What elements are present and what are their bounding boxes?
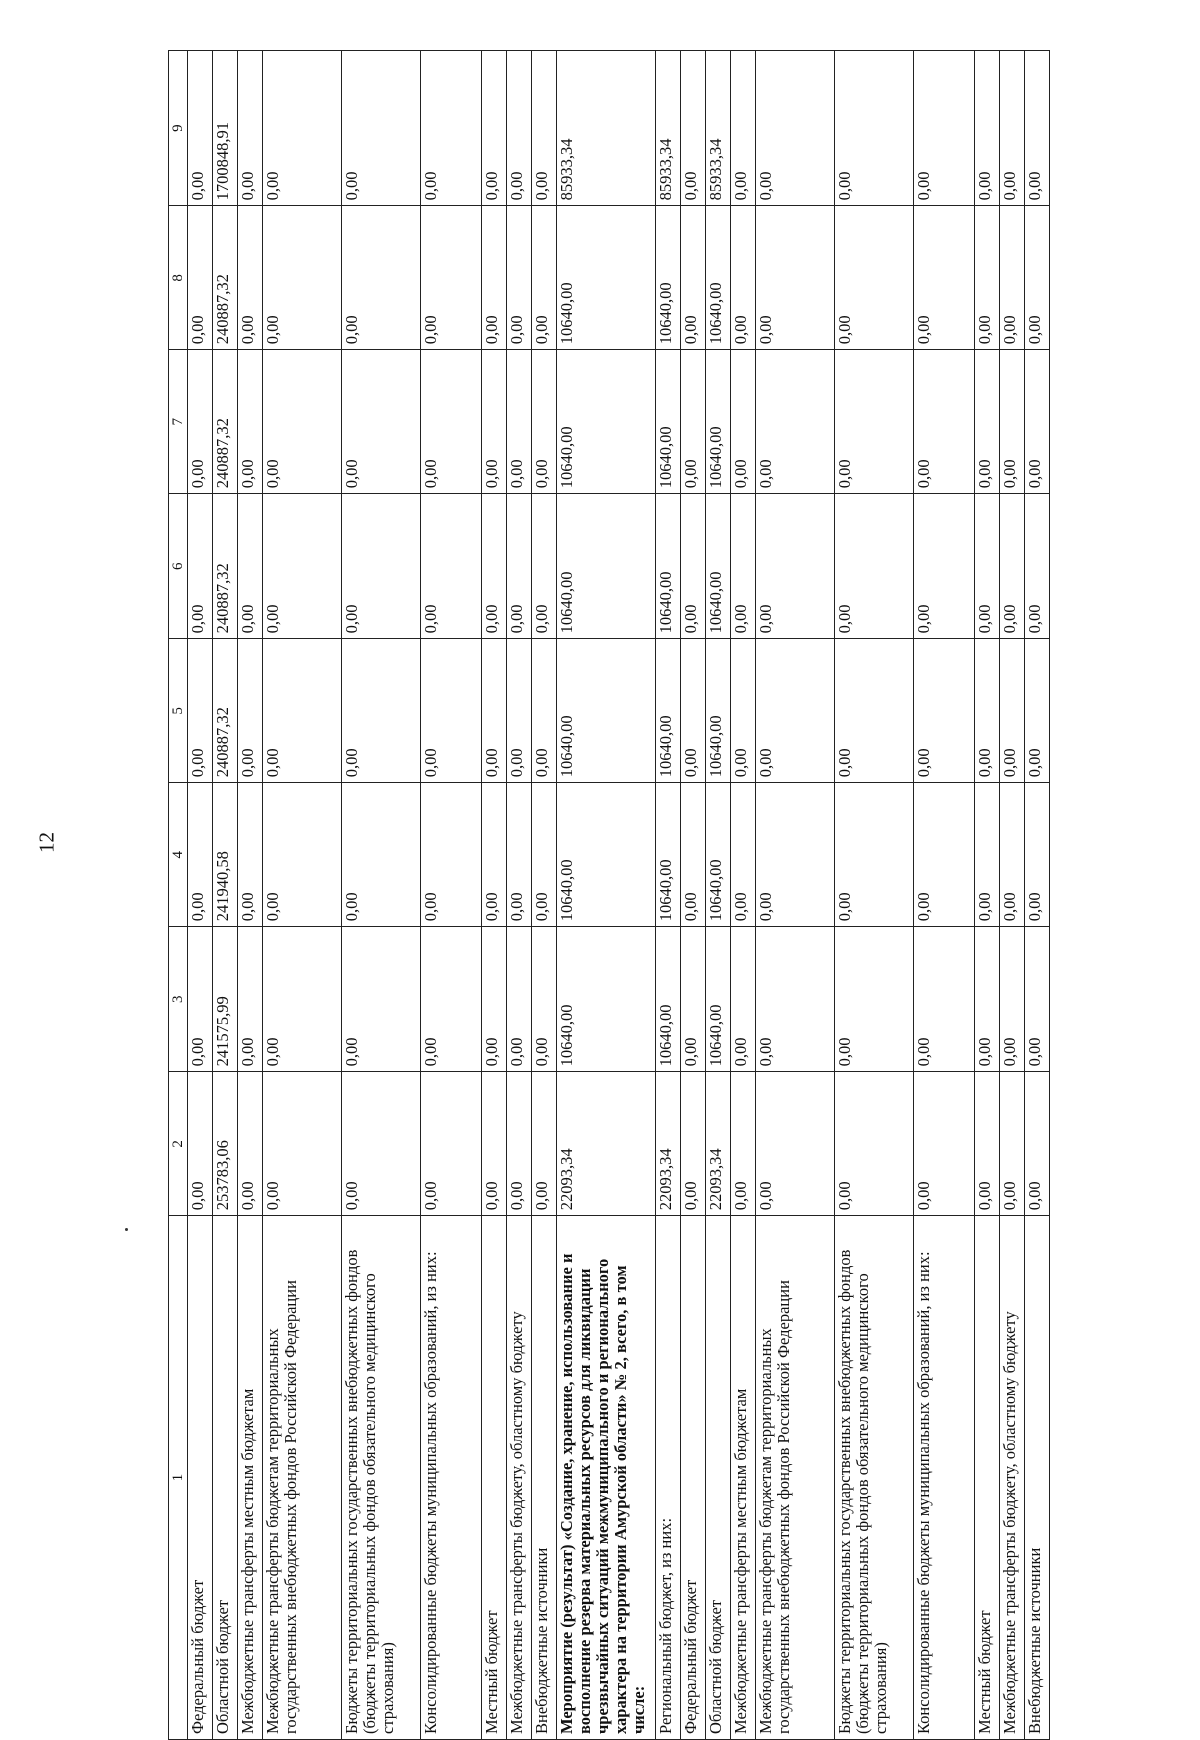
value-cell: 0,00 — [835, 206, 914, 350]
value-cell: 10640,00 — [557, 639, 656, 783]
value-cell: 10640,00 — [706, 783, 731, 927]
value-cell: 0,00 — [482, 783, 507, 927]
table-row — [681, 51, 706, 1740]
value-cell: 0,00 — [914, 639, 975, 783]
value-cell: 0,00 — [1025, 206, 1050, 350]
value-cell: 0,00 — [1000, 639, 1025, 783]
table-row — [835, 51, 914, 1740]
value-cell: 10640,00 — [557, 350, 656, 494]
table-row — [342, 51, 421, 1740]
value-cell: 10640,00 — [557, 206, 656, 350]
value-cell: 0,00 — [1000, 927, 1025, 1072]
value-cell: 0,00 — [681, 639, 706, 783]
value-cell: 0,00 — [532, 783, 557, 927]
value-cell: 0,00 — [342, 51, 421, 206]
value-cell: 0,00 — [1000, 1072, 1025, 1216]
value-cell: 0,00 — [731, 1072, 756, 1216]
value-cell: 10640,00 — [656, 206, 681, 350]
value-cell: 0,00 — [914, 927, 975, 1072]
value-cell: 10640,00 — [706, 206, 731, 350]
column-number-header: 1 — [169, 1216, 188, 1740]
value-cell: 0,00 — [507, 927, 532, 1072]
row-label: Бюджеты территориальных государственных внебюджетных фондов (бюджеты территориальных фондов обязательного медицинского страхования) — [342, 1216, 421, 1740]
value-cell: 0,00 — [835, 350, 914, 494]
value-cell: 0,00 — [1000, 350, 1025, 494]
value-cell: 0,00 — [756, 494, 835, 639]
value-cell: 0,00 — [731, 51, 756, 206]
value-cell: 0,00 — [238, 350, 263, 494]
value-cell: 0,00 — [731, 206, 756, 350]
value-cell: 0,00 — [342, 350, 421, 494]
value-cell: 0,00 — [421, 1072, 482, 1216]
row-label: Региональный бюджет, из них: — [656, 1216, 681, 1740]
value-cell: 0,00 — [482, 494, 507, 639]
value-cell: 0,00 — [731, 494, 756, 639]
column-number-header: 4 — [169, 783, 188, 927]
table-body — [169, 51, 1050, 1740]
value-cell: 0,00 — [914, 350, 975, 494]
row-label: Мероприятие (результат) «Создание, хранение, использование и восполнение резерва материальных ресурсов для ликвидации чрезвычайных ситуаций межмуниципального и регионального характера на территории Амурской области» № 2, всего, в том числе: — [557, 1216, 656, 1740]
row-label: Межбюджетные трансферты бюджету, областному бюджету — [507, 1216, 532, 1740]
table-row — [656, 51, 681, 1740]
value-cell: 10640,00 — [656, 927, 681, 1072]
table-row — [975, 51, 1000, 1740]
stray-dot — [125, 1228, 128, 1231]
page-number: 12 — [34, 832, 59, 853]
column-number-header: 5 — [169, 639, 188, 783]
value-cell: 0,00 — [1025, 639, 1050, 783]
row-label: Местный бюджет — [975, 1216, 1000, 1740]
value-cell: 0,00 — [1000, 51, 1025, 206]
value-cell: 85933,34 — [656, 51, 681, 206]
value-cell: 0,00 — [756, 639, 835, 783]
value-cell: 0,00 — [263, 783, 342, 927]
value-cell: 0,00 — [681, 783, 706, 927]
table-row — [421, 51, 482, 1740]
value-cell: 0,00 — [681, 51, 706, 206]
row-label: Межбюджетные трансферты бюджетам территориальных государственных внебюджетных фондов Российской Федерации — [263, 1216, 342, 1740]
rotated-table-frame — [168, 50, 1080, 1740]
value-cell: 0,00 — [975, 927, 1000, 1072]
value-cell: 0,00 — [238, 494, 263, 639]
value-cell: 10640,00 — [656, 350, 681, 494]
value-cell: 0,00 — [731, 927, 756, 1072]
value-cell: 0,00 — [238, 51, 263, 206]
value-cell: 253783,06 — [213, 1072, 238, 1216]
value-cell: 0,00 — [482, 206, 507, 350]
value-cell: 0,00 — [238, 639, 263, 783]
value-cell: 0,00 — [914, 206, 975, 350]
value-cell: 0,00 — [263, 51, 342, 206]
value-cell: 85933,34 — [706, 51, 731, 206]
value-cell: 10640,00 — [706, 927, 731, 1072]
value-cell: 0,00 — [188, 1072, 213, 1216]
value-cell: 0,00 — [421, 51, 482, 206]
value-cell: 0,00 — [975, 350, 1000, 494]
value-cell: 0,00 — [1025, 1072, 1050, 1216]
row-label: Федеральный бюджет — [188, 1216, 213, 1740]
row-label: Межбюджетные трансферты бюджету, областному бюджету — [1000, 1216, 1025, 1740]
value-cell: 0,00 — [238, 927, 263, 1072]
value-cell: 0,00 — [681, 1072, 706, 1216]
value-cell: 0,00 — [681, 494, 706, 639]
value-cell: 0,00 — [263, 350, 342, 494]
table-row — [731, 51, 756, 1740]
value-cell: 0,00 — [532, 350, 557, 494]
value-cell: 0,00 — [532, 1072, 557, 1216]
value-cell: 0,00 — [342, 206, 421, 350]
value-cell: 0,00 — [507, 350, 532, 494]
row-label: Консолидированные бюджеты муниципальных образований, из них: — [421, 1216, 482, 1740]
table-row — [188, 51, 213, 1740]
value-cell: 0,00 — [835, 783, 914, 927]
row-label: Внебюджетные источники — [1025, 1216, 1050, 1740]
value-cell: 0,00 — [835, 1072, 914, 1216]
value-cell: 0,00 — [681, 206, 706, 350]
value-cell: 0,00 — [188, 639, 213, 783]
value-cell: 0,00 — [238, 783, 263, 927]
value-cell: 0,00 — [238, 1072, 263, 1216]
value-cell: 0,00 — [731, 350, 756, 494]
value-cell: 0,00 — [975, 639, 1000, 783]
value-cell: 241575,99 — [213, 927, 238, 1072]
value-cell: 10640,00 — [656, 639, 681, 783]
value-cell: 0,00 — [975, 494, 1000, 639]
table-row — [1000, 51, 1025, 1740]
row-label: Консолидированные бюджеты муниципальных образований, из них: — [914, 1216, 975, 1740]
value-cell: 0,00 — [342, 494, 421, 639]
value-cell: 0,00 — [263, 639, 342, 783]
value-cell: 10640,00 — [706, 494, 731, 639]
column-number-header: 8 — [169, 206, 188, 350]
row-label: Местный бюджет — [482, 1216, 507, 1740]
value-cell: 0,00 — [1000, 783, 1025, 927]
value-cell: 22093,34 — [706, 1072, 731, 1216]
value-cell: 0,00 — [421, 783, 482, 927]
value-cell: 0,00 — [756, 51, 835, 206]
value-cell: 0,00 — [342, 1072, 421, 1216]
value-cell: 0,00 — [914, 494, 975, 639]
value-cell: 10640,00 — [557, 927, 656, 1072]
value-cell: 0,00 — [532, 206, 557, 350]
value-cell: 0,00 — [835, 51, 914, 206]
value-cell: 0,00 — [731, 639, 756, 783]
value-cell: 0,00 — [421, 206, 482, 350]
table-row — [914, 51, 975, 1740]
value-cell: 0,00 — [1000, 494, 1025, 639]
value-cell: 240887,32 — [213, 206, 238, 350]
value-cell: 240887,32 — [213, 350, 238, 494]
value-cell: 0,00 — [532, 639, 557, 783]
value-cell: 0,00 — [914, 783, 975, 927]
row-label: Областной бюджет — [706, 1216, 731, 1740]
value-cell: 0,00 — [507, 494, 532, 639]
value-cell: 0,00 — [263, 494, 342, 639]
value-cell: 0,00 — [1025, 494, 1050, 639]
value-cell: 1700848,91 — [213, 51, 238, 206]
value-cell: 0,00 — [482, 927, 507, 1072]
value-cell: 10640,00 — [706, 639, 731, 783]
value-cell: 0,00 — [238, 206, 263, 350]
value-cell: 0,00 — [756, 206, 835, 350]
table-row — [482, 51, 507, 1740]
column-number-header: 2 — [169, 1072, 188, 1216]
value-cell: 0,00 — [975, 206, 1000, 350]
value-cell: 0,00 — [914, 51, 975, 206]
value-cell: 0,00 — [188, 927, 213, 1072]
value-cell: 0,00 — [835, 639, 914, 783]
value-cell: 0,00 — [1025, 51, 1050, 206]
value-cell: 0,00 — [482, 639, 507, 783]
value-cell: 0,00 — [914, 1072, 975, 1216]
column-number-header: 7 — [169, 350, 188, 494]
table-row — [1025, 51, 1050, 1740]
value-cell: 0,00 — [421, 639, 482, 783]
table-row — [706, 51, 731, 1740]
value-cell: 0,00 — [756, 1072, 835, 1216]
value-cell: 0,00 — [507, 51, 532, 206]
column-number-header: 3 — [169, 927, 188, 1072]
value-cell: 0,00 — [188, 206, 213, 350]
value-cell: 0,00 — [507, 639, 532, 783]
value-cell: 0,00 — [342, 927, 421, 1072]
value-cell: 0,00 — [1000, 206, 1025, 350]
value-cell: 0,00 — [532, 51, 557, 206]
value-cell: 0,00 — [756, 927, 835, 1072]
value-cell: 241940,58 — [213, 783, 238, 927]
row-label: Бюджеты территориальных государственных внебюджетных фондов (бюджеты территориальных фондов обязательного медицинского страхования) — [835, 1216, 914, 1740]
value-cell: 0,00 — [482, 51, 507, 206]
table-header-row — [169, 51, 188, 1740]
row-label: Межбюджетные трансферты бюджетам территориальных государственных внебюджетных фондов Российской Федерации — [756, 1216, 835, 1740]
value-cell: 0,00 — [975, 1072, 1000, 1216]
value-cell: 0,00 — [188, 350, 213, 494]
value-cell: 0,00 — [1025, 350, 1050, 494]
row-label: Межбюджетные трансферты местным бюджетам — [238, 1216, 263, 1740]
column-number-header: 9 — [169, 51, 188, 206]
value-cell: 0,00 — [756, 783, 835, 927]
value-cell: 0,00 — [835, 494, 914, 639]
value-cell: 0,00 — [507, 783, 532, 927]
value-cell: 0,00 — [681, 350, 706, 494]
value-cell: 0,00 — [731, 783, 756, 927]
value-cell: 0,00 — [681, 927, 706, 1072]
value-cell: 85933,34 — [557, 51, 656, 206]
value-cell: 0,00 — [507, 1072, 532, 1216]
value-cell: 10640,00 — [656, 783, 681, 927]
value-cell: 0,00 — [756, 350, 835, 494]
value-cell: 0,00 — [482, 350, 507, 494]
value-cell: 0,00 — [263, 927, 342, 1072]
value-cell: 0,00 — [507, 206, 532, 350]
value-cell: 0,00 — [1025, 927, 1050, 1072]
value-cell: 0,00 — [188, 783, 213, 927]
value-cell: 0,00 — [532, 494, 557, 639]
table-row — [263, 51, 342, 1740]
table-row — [213, 51, 238, 1740]
row-label: Областной бюджет — [213, 1216, 238, 1740]
table-row — [507, 51, 532, 1740]
value-cell: 0,00 — [975, 51, 1000, 206]
value-cell: 0,00 — [532, 927, 557, 1072]
value-cell: 0,00 — [263, 1072, 342, 1216]
table-row — [238, 51, 263, 1740]
row-label: Межбюджетные трансферты местным бюджетам — [731, 1216, 756, 1740]
table-row — [532, 51, 557, 1740]
table-row — [756, 51, 835, 1740]
value-cell: 10640,00 — [656, 494, 681, 639]
value-cell: 22093,34 — [557, 1072, 656, 1216]
value-cell: 0,00 — [975, 783, 1000, 927]
value-cell: 0,00 — [421, 494, 482, 639]
row-label: Федеральный бюджет — [681, 1216, 706, 1740]
value-cell: 0,00 — [263, 206, 342, 350]
value-cell: 22093,34 — [656, 1072, 681, 1216]
value-cell: 10640,00 — [557, 494, 656, 639]
value-cell: 0,00 — [342, 639, 421, 783]
budget-table — [168, 50, 1050, 1740]
value-cell: 0,00 — [188, 494, 213, 639]
value-cell: 10640,00 — [557, 783, 656, 927]
value-cell: 0,00 — [835, 927, 914, 1072]
value-cell: 0,00 — [1025, 783, 1050, 927]
value-cell: 0,00 — [421, 927, 482, 1072]
value-cell: 0,00 — [421, 350, 482, 494]
value-cell: 0,00 — [482, 1072, 507, 1216]
row-label: Внебюджетные источники — [532, 1216, 557, 1740]
value-cell: 0,00 — [342, 783, 421, 927]
value-cell: 0,00 — [188, 51, 213, 206]
column-number-header: 6 — [169, 494, 188, 639]
table-row — [557, 51, 656, 1740]
value-cell: 240887,32 — [213, 639, 238, 783]
value-cell: 240887,32 — [213, 494, 238, 639]
value-cell: 10640,00 — [706, 350, 731, 494]
